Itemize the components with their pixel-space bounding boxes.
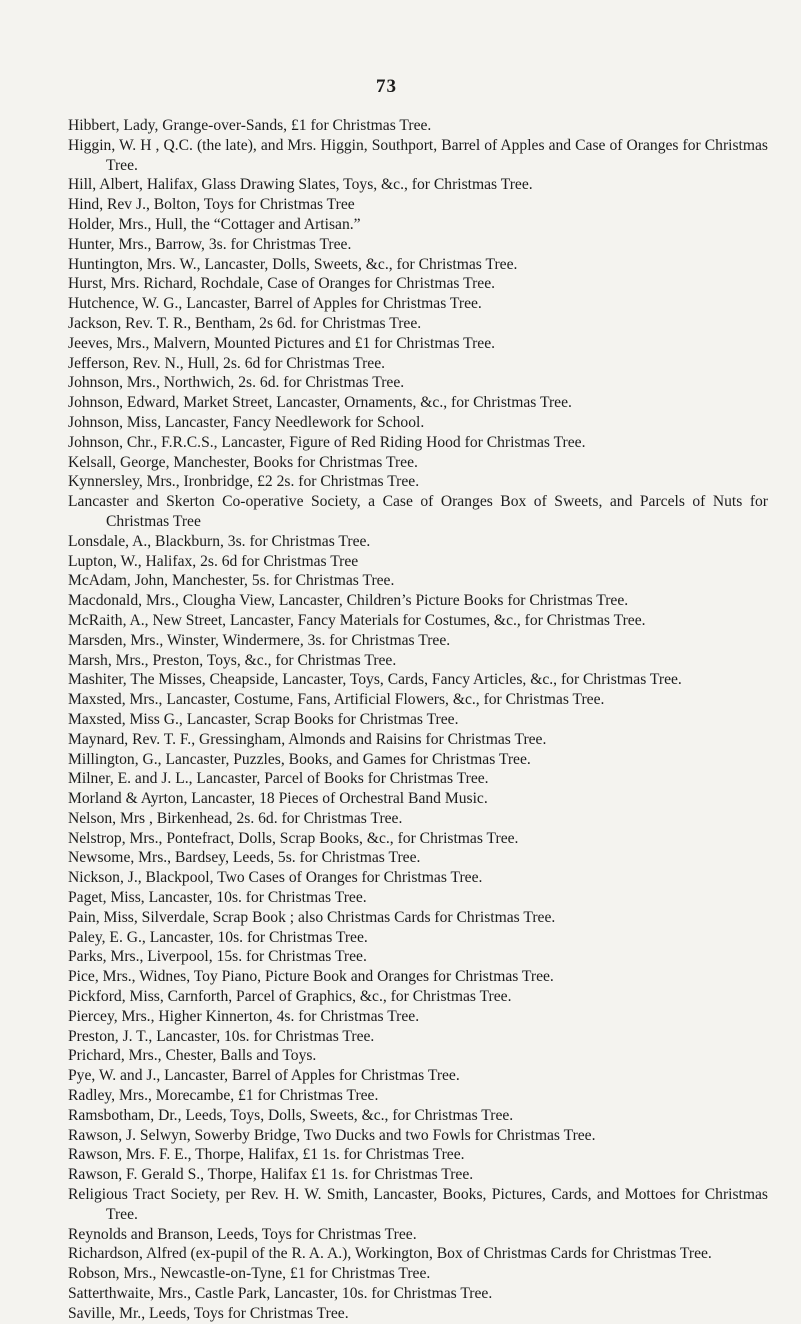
donor-entry: Milner, E. and J. L., Lancaster, Parcel of Books for Christmas Tree.: [68, 770, 489, 788]
donor-entry: Holder, Mrs., Hull, the “Cottager and Artisan.”: [68, 215, 361, 233]
donor-entry: Religious Tract Society, per Rev. H. W. Smith, Lancaster, Books, Pictures, Cards, and Mottoes for Christmas Tree.: [68, 1186, 768, 1223]
donor-entry: Jackson, Rev. T. R., Bentham, 2s 6d. for Christmas Tree.: [68, 314, 422, 332]
donor-entry: Marsden, Mrs., Winster, Windermere, 3s. for Christmas Tree.: [68, 631, 451, 649]
donor-entry: Saville, Mr., Leeds, Toys for Christmas Tree.: [68, 1304, 349, 1322]
donor-entry: Ramsbotham, Dr., Leeds, Toys, Dolls, Sweets, &c., for Christmas Tree.: [68, 1106, 514, 1124]
donor-entry: Hutchence, W. G., Lancaster, Barrel of Apples for Christmas Tree.: [68, 295, 482, 313]
donor-entry: Piercey, Mrs., Higher Kinnerton, 4s. for Christmas Tree.: [68, 1007, 420, 1025]
donor-entry: Morland & Ayrton, Lancaster, 18 Pieces of Orchestral Band Music.: [68, 790, 488, 808]
donor-entry: Kelsall, George, Manchester, Books for Christmas Tree.: [68, 453, 418, 471]
donor-entry: Hill, Albert, Halifax, Glass Drawing Slates, Toys, &c., for Christmas Tree.: [68, 176, 533, 194]
donor-entry: Jefferson, Rev. N., Hull, 2s. 6d for Christmas Tree.: [68, 354, 386, 372]
donor-entry: Lonsdale, A., Blackburn, 3s. for Christmas Tree.: [68, 532, 371, 550]
page-number: 73: [376, 76, 397, 97]
donor-entry: Lancaster and Skerton Co-operative Society, a Case of Oranges Box of Sweets, and Parcels of Nuts for Christmas Tree: [68, 493, 768, 530]
donor-entry: Higgin, W. H , Q.C. (the late), and Mrs. Higgin, Southport, Barrel of Apples and Case of Oranges for Christmas Tree.: [68, 136, 768, 174]
donor-entry: Nickson, J., Blackpool, Two Cases of Oranges for Christmas Tree.: [68, 869, 483, 887]
donor-entry: Preston, J. T., Lancaster, 10s. for Christmas Tree.: [68, 1027, 375, 1045]
donor-list: [68, 116, 768, 1324]
donor-entry: Newsome, Mrs., Bardsey, Leeds, 5s. for Christmas Tree.: [68, 849, 421, 867]
donor-entry: Pickford, Miss, Carnforth, Parcel of Graphics, &c., for Christmas Tree.: [68, 988, 512, 1006]
donor-entry: Rawson, J. Selwyn, Sowerby Bridge, Two Ducks and two Fowls for Christmas Tree.: [68, 1126, 596, 1144]
donor-entry: Kynnersley, Mrs., Ironbridge, £2 2s. for Christmas Tree.: [68, 473, 420, 491]
donor-entry: McAdam, John, Manchester, 5s. for Christmas Tree.: [68, 572, 395, 590]
donor-entry: Maynard, Rev. T. F., Gressingham, Almonds and Raisins for Christmas Tree.: [68, 730, 547, 748]
donor-entry: Hind, Rev J., Bolton, Toys for Christmas Tree: [68, 196, 355, 214]
donor-entry: Maxsted, Mrs., Lancaster, Costume, Fans, Artificial Flowers, &c., for Christmas Tree.: [68, 691, 605, 709]
donor-entry: Johnson, Miss, Lancaster, Fancy Needlework for School.: [68, 413, 425, 431]
donor-entry: Johnson, Chr., F.R.C.S., Lancaster, Figure of Red Riding Hood for Christmas Tree.: [68, 433, 586, 451]
donor-entry: Lupton, W., Halifax, 2s. 6d for Christmas Tree: [68, 552, 359, 570]
donor-entry: Johnson, Mrs., Northwich, 2s. 6d. for Christmas Tree.: [68, 374, 405, 392]
donor-entry: Prichard, Mrs., Chester, Balls and Toys.: [68, 1047, 317, 1065]
donor-entry: Radley, Mrs., Morecambe, £1 for Christmas Tree.: [68, 1087, 379, 1105]
donor-entry: Satterthwaite, Mrs., Castle Park, Lancaster, 10s. for Christmas Tree.: [68, 1285, 493, 1303]
donor-entry: Rawson, Mrs. F. E., Thorpe, Halifax, £1 1s. for Christmas Tree.: [68, 1146, 465, 1164]
donor-entry: Macdonald, Mrs., Clougha View, Lancaster, Children’s Picture Books for Christmas Tree.: [68, 592, 629, 610]
donor-entry: Paget, Miss, Lancaster, 10s. for Christmas Tree.: [68, 889, 367, 907]
donor-entry: Maxsted, Miss G., Lancaster, Scrap Books for Christmas Tree.: [68, 710, 459, 728]
donor-entry: Hunter, Mrs., Barrow, 3s. for Christmas Tree.: [68, 235, 352, 253]
donor-entry: Johnson, Edward, Market Street, Lancaster, Ornaments, &c., for Christmas Tree.: [68, 394, 572, 412]
donor-entry: Millington, G., Lancaster, Puzzles, Books, and Games for Christmas Tree.: [68, 750, 531, 768]
donor-entry: Pain, Miss, Silverdale, Scrap Book ; also Christmas Cards for Christmas Tree.: [68, 908, 556, 926]
donor-entry: Huntington, Mrs. W., Lancaster, Dolls, Sweets, &c., for Christmas Tree.: [68, 255, 518, 273]
donor-entry: Mashiter, The Misses, Cheapside, Lancaster, Toys, Cards, Fancy Articles, &c., for Christmas Tree.: [68, 671, 682, 689]
donor-entry: Pice, Mrs., Widnes, Toy Piano, Picture Book and Oranges for Christmas Tree.: [68, 968, 554, 986]
donor-entry: Parks, Mrs., Liverpool, 15s. for Christmas Tree.: [68, 948, 367, 966]
donor-entry: Richardson, Alfred (ex-pupil of the R. A. A.), Workington, Box of Christmas Cards for Christmas Tree.: [68, 1245, 712, 1263]
donor-entry: Hurst, Mrs. Richard, Rochdale, Case of Oranges for Christmas Tree.: [68, 275, 496, 293]
donor-entry: Hibbert, Lady, Grange-over-Sands, £1 for Christmas Tree.: [68, 117, 432, 134]
donor-entry: Nelstrop, Mrs., Pontefract, Dolls, Scrap Books, &c., for Christmas Tree.: [68, 829, 519, 847]
donor-entry: Pye, W. and J., Lancaster, Barrel of Apples for Christmas Tree.: [68, 1067, 460, 1085]
donor-entry: McRaith, A., New Street, Lancaster, Fancy Materials for Costumes, &c., for Christmas Tree.: [68, 611, 646, 629]
donor-entry: Jeeves, Mrs., Malvern, Mounted Pictures and £1 for Christmas Tree.: [68, 334, 496, 352]
donor-entry: Robson, Mrs., Newcastle-on-Tyne, £1 for Christmas Tree.: [68, 1265, 431, 1283]
donor-entry: Reynolds and Branson, Leeds, Toys for Christmas Tree.: [68, 1225, 417, 1243]
donor-entry: Marsh, Mrs., Preston, Toys, &c., for Christmas Tree.: [68, 651, 397, 669]
donor-entry: Nelson, Mrs , Birkenhead, 2s. 6d. for Christmas Tree.: [68, 809, 403, 827]
donor-entry: Paley, E. G., Lancaster, 10s. for Christmas Tree.: [68, 928, 368, 946]
donor-entry: Rawson, F. Gerald S., Thorpe, Halifax £1 1s. for Christmas Tree.: [68, 1166, 474, 1184]
